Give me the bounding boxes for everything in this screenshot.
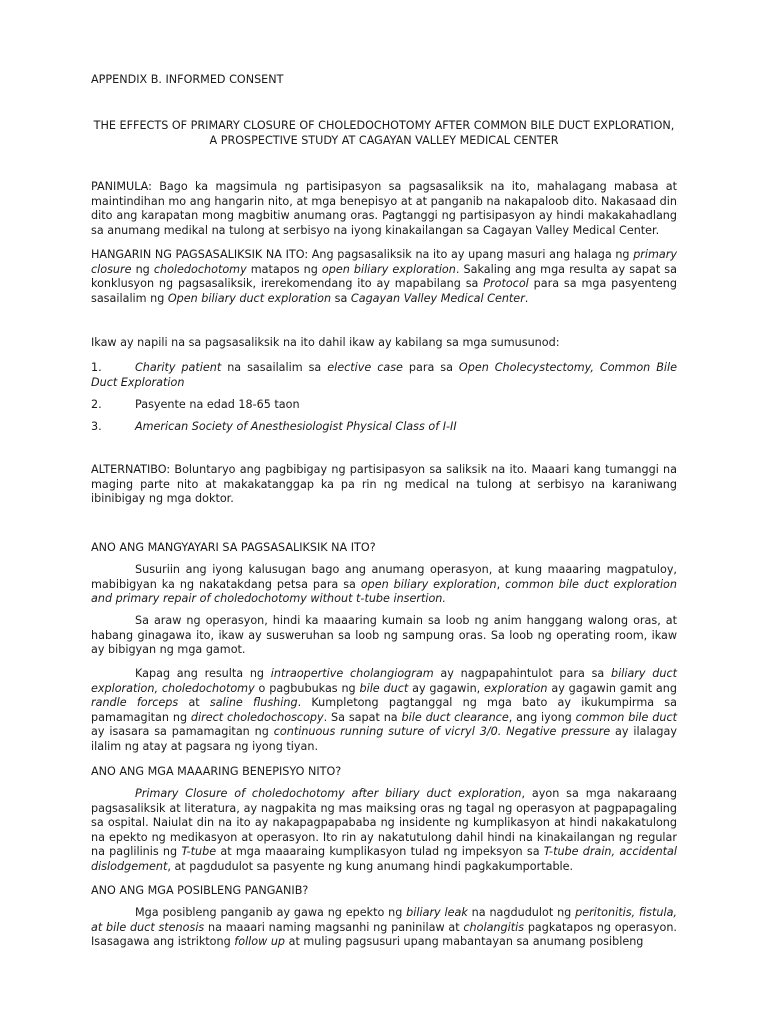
text-run: , ayon sa mga nakaraang pagsasaliksik at literatura, ay nagpakita ng mas maiksing oras ng tagal ng operasyon at pagpapagaling sa ospital. Naiulat din na ito ay nakapagpapababa ng insidente ng kumplikasyon at hindi nakakatulong na epekto ng medikasyon at operasyon. Ito rin ay nakatutulong dahil hindi na kinakailangan ng regular na paglilinis ng bbox=[91, 787, 677, 859]
panganib-paragraph bbox=[91, 906, 677, 950]
text-run: ay ilalagay ilalim ng atay at pagsara ng iyong tiyan. bbox=[91, 725, 678, 753]
italic-run: American Society of Anesthesiologist Physical Class of I-II bbox=[135, 420, 457, 433]
italic-run: cholangitis bbox=[463, 920, 525, 934]
text-run: . Sakaling ang mga resulta ay sapat sa konklusyon ng pagsasaliksik, irerekomendang ito ay mapabilang sa bbox=[91, 262, 677, 291]
text-run: , bbox=[496, 577, 506, 591]
study-title-line-1: THE EFFECTS OF PRIMARY CLOSURE OF CHOLEDOCHOTOMY AFTER COMMON BILE DUCT EXPLORATION, bbox=[93, 119, 675, 132]
criteria-item-3 bbox=[135, 420, 677, 435]
text-run: na nagdudulot ng bbox=[467, 906, 576, 919]
italic-run: choledochotomy bbox=[153, 262, 247, 276]
italic-run: Protocol bbox=[483, 277, 529, 291]
panimula-label: PANIMULA: bbox=[91, 180, 152, 193]
italic-run: bile duct clearance bbox=[401, 710, 509, 724]
list-number: 1. bbox=[91, 361, 102, 374]
appendix-title: APPENDIX B. INFORMED CONSENT bbox=[91, 73, 284, 86]
text-run: ay isasara sa pamamagitan ng bbox=[91, 725, 274, 739]
italic-run: saline flushing bbox=[209, 696, 298, 710]
italic-run: Open biliary duct exploration bbox=[167, 291, 332, 305]
italic-run: biliary leak bbox=[406, 906, 468, 919]
text-run: para sa bbox=[402, 361, 459, 374]
mangyayari-paragraph-1 bbox=[91, 563, 677, 607]
text-run: sa bbox=[331, 291, 351, 305]
text-run: Boluntaryo ang pagbibigay ng partisipasyon sa saliksik na ito. Maaari kang tumanggi na maging parte nito at makakatanggap ka pa rin ng medical na tulong at serbisyo na karaniwang ibinibigay ng mga doktor. bbox=[91, 463, 677, 506]
text-run: ay gagawin, bbox=[408, 681, 485, 695]
text-run: Kapag ang resulta ng bbox=[135, 667, 271, 680]
text-run: . bbox=[524, 291, 529, 305]
criteria-item-1 bbox=[91, 361, 677, 390]
italic-run: exploration bbox=[484, 681, 548, 695]
italic-run: T-tube bbox=[181, 845, 217, 859]
text-run: . Sa sapat na bbox=[323, 710, 402, 724]
hangarin-paragraph bbox=[91, 248, 677, 306]
text-run: na maaari naming magsanhi ng paninilaw at bbox=[204, 920, 464, 934]
italic-run: continuous running suture of vicryl 3/0. Negative pressure bbox=[273, 725, 611, 739]
panganib-heading: ANO ANG MGA POSIBLENG PANGANIB? bbox=[91, 884, 309, 897]
text-run: Mga posibleng panganib ay gawa ng epekto ng bbox=[135, 906, 407, 919]
text-run: at mga maaaraing kumplikasyon tulad ng impeksyon sa bbox=[216, 845, 544, 859]
alternatibo-label: ALTERNATIBO: bbox=[91, 463, 171, 476]
italic-run: direct choledochoscopy bbox=[190, 710, 324, 724]
text-run: o pagbubukas ng bbox=[254, 681, 360, 695]
italic-run: Charity patient bbox=[135, 361, 222, 374]
italic-run: open biliary exploration bbox=[321, 262, 456, 276]
panimula-paragraph bbox=[91, 180, 677, 238]
text-run: para sa mga pasyenteng sasailalim ng bbox=[91, 277, 677, 305]
mangyayari-paragraph-3 bbox=[91, 667, 677, 755]
italic-run: Open Cholecystectomy, Common Bile Duct Exploration bbox=[91, 361, 677, 389]
napili-intro: Ikaw ay napili na sa pagsasaliksik na ito dahil ikaw ay kabilang sa mga sumusunod: bbox=[91, 336, 560, 349]
italic-run: elective case bbox=[327, 361, 403, 374]
list-number: 2. bbox=[91, 398, 102, 411]
italic-run: randle forceps bbox=[91, 696, 179, 710]
alternatibo-paragraph bbox=[91, 463, 677, 507]
benepisyo-paragraph bbox=[91, 787, 677, 875]
text-run: matapos ng bbox=[246, 262, 322, 276]
italic-run: intraopertive cholangiogram bbox=[270, 667, 434, 680]
text-run: , at pagdudulot sa pasyente ng kung anumang hindi pagkakumportable. bbox=[167, 859, 574, 873]
text-run: na sasailalim sa bbox=[221, 361, 328, 374]
text-run: pagkatapos ng operasyon. Isasagawa ang istriktong bbox=[91, 920, 677, 949]
text-run: ay gagawin gamit ang bbox=[547, 681, 677, 695]
italic-run: T-tube drain, accidental dislodgement bbox=[91, 845, 678, 873]
panimula-text: Bago ka magsimula ng partisipasyon sa pagsasaliksik na ito, mahalagang mabasa at maintindihan mo ang hangarin nito, at mga benepisyo at at panganib na nakapaloob dito. Nakasaad din dito ang karapatan mong magbitiw anumang oras. Pagtanggi ng partisipasyon ay hindi makakahadlang sa anumang medikal na tulong at serbisyo na iyong kinakailangan sa Cagayan Valley Medical Center. bbox=[91, 180, 677, 237]
text-run: . Kumpletong pagtanggal ng mga bato ay ikukumpirma sa pamamagitan ng bbox=[91, 696, 677, 724]
italic-run: common bile duct exploration and primary repair of choledochotomy without t-tube insertion. bbox=[91, 577, 677, 606]
study-title-line-2: A PROSPECTIVE STUDY AT CAGAYAN VALLEY MEDICAL CENTER bbox=[209, 134, 559, 147]
text-run: Ang pagsasaliksik na ito ay upang masuri ang halaga ng bbox=[308, 248, 634, 261]
italic-run: follow up bbox=[234, 935, 286, 949]
italic-run: open biliary exploration bbox=[360, 577, 497, 591]
list-number: 3. bbox=[91, 420, 102, 433]
text-run: at muling pagsusuri upang mabantayan sa anumang posibleng bbox=[285, 935, 644, 949]
italic-run: Cagayan Valley Medical Center bbox=[350, 291, 525, 305]
italic-run: bile duct bbox=[359, 681, 409, 695]
mangyayari-heading: ANO ANG MANGYAYARI SA PAGSASALIKSIK NA ITO? bbox=[91, 541, 376, 554]
italic-run: Primary Closure of choledochotomy after biliary duct exploration bbox=[135, 787, 522, 800]
text-run: at bbox=[178, 696, 210, 710]
hangarin-label: HANGARIN NG PAGSASALIKSIK NA ITO: bbox=[91, 248, 309, 261]
text-run: , ang iyong bbox=[508, 710, 576, 724]
text-run: ay nagpapahintulot para sa bbox=[433, 667, 612, 680]
italic-run: biliary duct exploration, choledochotomy bbox=[91, 667, 677, 695]
text-run: ng bbox=[131, 262, 154, 276]
italic-run: primary closure bbox=[91, 248, 677, 276]
italic-run: common bile duct bbox=[575, 710, 677, 724]
criteria-item-2: Pasyente na edad 18-65 taon bbox=[135, 398, 300, 411]
benepisyo-heading: ANO ANG MGA MAAARING BENEPISYO NITO? bbox=[91, 765, 342, 778]
text-run: Susuriin ang iyong kalusugan bago ang anumang operasyon, at kung maaaring magpatuloy, mabibigyan ka ng nakatakdang petsa para sa bbox=[91, 563, 677, 591]
italic-run: peritonitis, fistula, at bile duct stenosis bbox=[91, 906, 677, 934]
mangyayari-paragraph-2: Sa araw ng operasyon, hindi ka maaaring kumain sa loob ng anim hanggang walong oras, at habang ginagawa ito, ikaw ay susweruhan sa loob ng sampung oras. Sa loob ng operating room, ikaw ay bibigyan ng mga gamot. bbox=[91, 614, 677, 657]
